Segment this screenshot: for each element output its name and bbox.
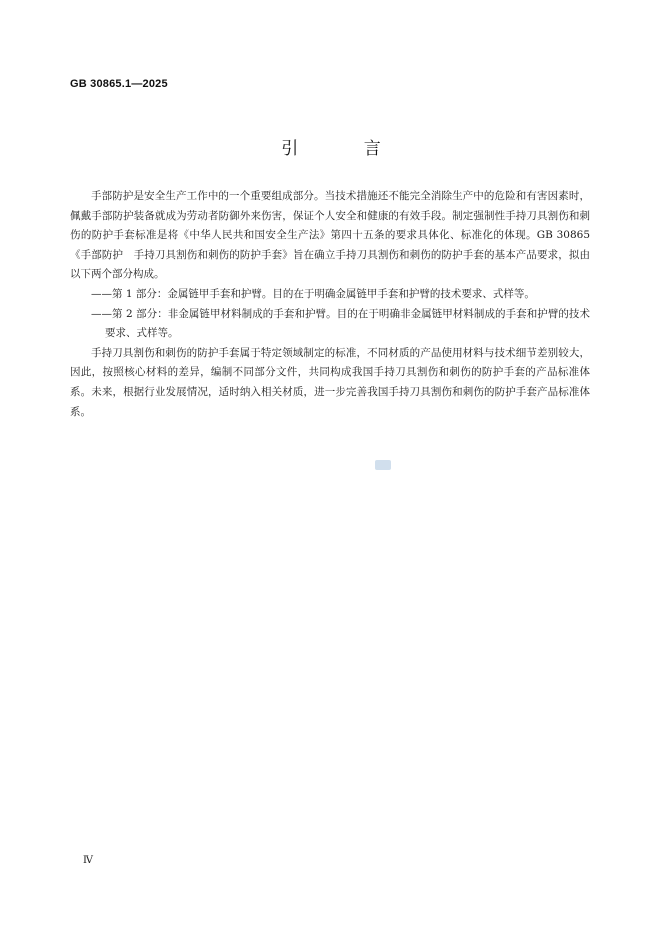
introduction-body	[70, 187, 590, 422]
paragraph-standard-system: 手持刀具割伤和刺伤的防护手套属于特定领域制定的标准，不同材质的产品使用材料与技术细节差别较大，因此，按照核心材料的差异，编制不同部分文件，共同构成我国手持刀具割伤和刺伤的防护手套的产品标准体系。未来，根据行业发展情况，适时纳入相关材质，进一步完善我国手持刀具割伤和刺伤的防护手套产品标准体系。	[70, 346, 590, 418]
watermark-logo-icon	[375, 460, 391, 470]
page-number: Ⅳ	[83, 855, 93, 866]
list-item-part-2: ——第 2 部分：非金属链甲材料制成的手套和护臂。目的在于明确非金属链甲材料制成的手套和护臂的技术要求、式样等。	[91, 307, 590, 340]
page-title: 引 言	[281, 139, 411, 159]
paragraph-hand-protection: 手部防护是安全生产工作中的一个重要组成部分。当技术措施还不能完全消除生产中的危险和有害因素时，佩戴手部防护装备就成为劳动者防御外来伤害，保证个人安全和健康的有效手段。制定强制性手持刀具割伤和刺伤的防护手套标准是将《中华人民共和国安全生产法》第四十五条的要求具体化、标准化的体现。GB 30865《手部防护 手持刀具割伤和刺伤的防护手套》旨在确立手持刀具割伤和刺伤的防护手套的基本产品要求，拟由以下两个部分构成。	[70, 190, 590, 281]
standard-number: GB 30865.1—2025	[70, 78, 168, 90]
list-item-part-1: ——第 1 部分：金属链甲手套和护臂。目的在于明确金属链甲手套和护臂的技术要求、式样等。	[91, 287, 535, 300]
